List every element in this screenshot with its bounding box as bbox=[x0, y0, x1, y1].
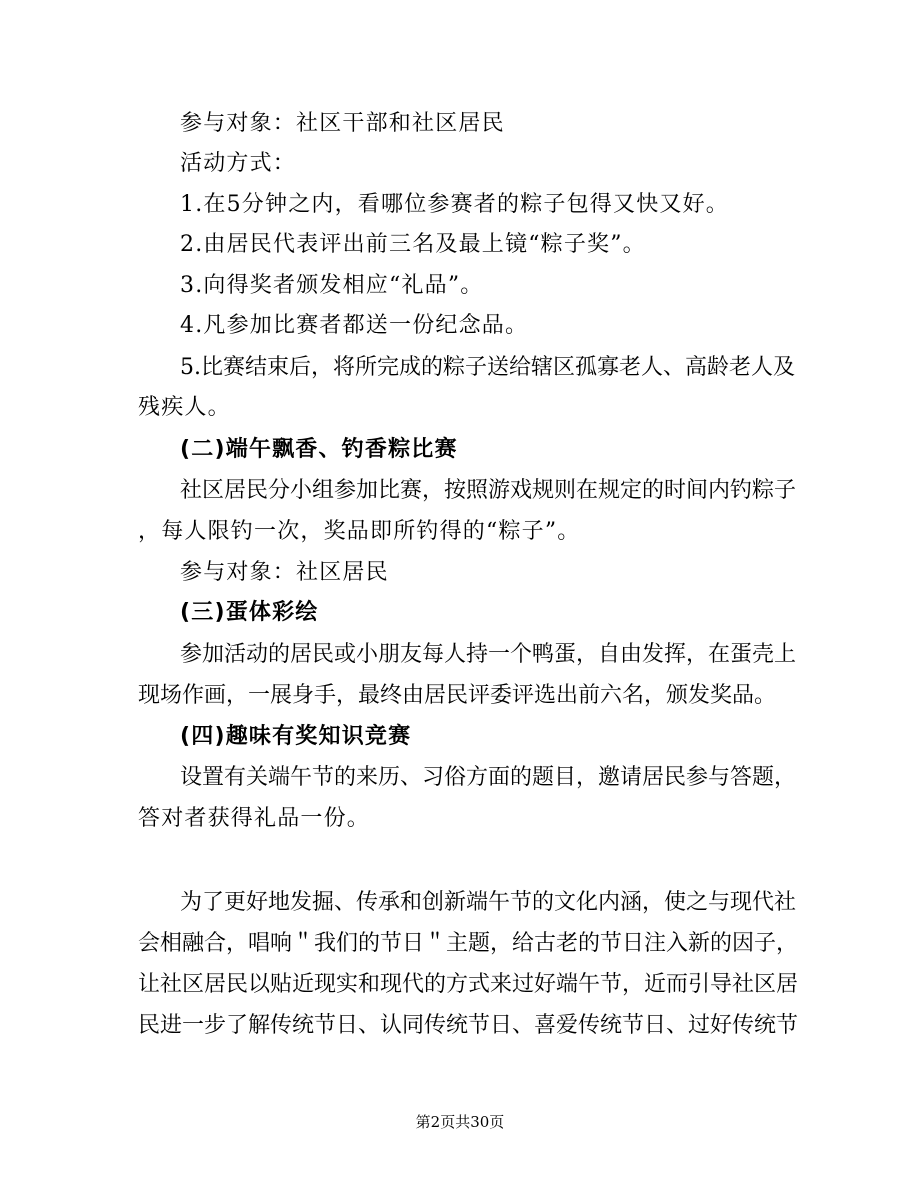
list-item-1: 1.在5分钟之内，看哪位参赛者的粽子包得又快又好。 bbox=[180, 192, 729, 217]
list-item-4: 4.凡参加比赛者都送一份纪念品。 bbox=[180, 313, 529, 338]
paragraph-line: 社区居民分小组参加比赛，按照游戏规则在规定的时间内钓粽子 bbox=[180, 478, 797, 503]
activity-method-label: 活动方式： bbox=[180, 151, 297, 176]
participants-line: 参与对象：社区居民 bbox=[180, 560, 389, 585]
list-item-5: 5.比赛结束后，将所完成的粽子送给辖区孤寡老人、高龄老人及 bbox=[180, 355, 795, 380]
page-number: 第2页共30页 bbox=[415, 1113, 505, 1131]
list-item-3: 3.向得奖者颁发相应“礼品”。 bbox=[180, 273, 484, 298]
paragraph-line: 设置有关端午节的来历、习俗方面的题目，邀请居民参与答题， bbox=[180, 765, 797, 790]
list-item-2: 2.由居民代表评出前三名及最上镜“粽子奖”。 bbox=[180, 232, 646, 257]
section-heading-4: (四)趣味有奖知识竞赛 bbox=[180, 724, 412, 749]
paragraph-line: 民进一步了解传统节日、认同传统节日、喜爱传统节日、过好传统节 bbox=[138, 1013, 799, 1038]
list-item-5-cont: 残疾人。 bbox=[138, 395, 231, 420]
paragraph-line: ，每人限钓一次，奖品即所钓得的“粽子”。 bbox=[138, 519, 581, 544]
paragraph-line: 答对者获得礼品一份。 bbox=[138, 806, 371, 831]
participants-line: 参与对象：社区干部和社区居民 bbox=[180, 111, 505, 136]
paragraph-line: 让社区居民以贴近现实和现代的方式来过好端午节，近而引导社区居 bbox=[138, 972, 799, 997]
section-heading-3: (三)蛋体彩绘 bbox=[180, 600, 319, 625]
paragraph-line: 参加活动的居民或小朋友每人持一个鸭蛋，自由发挥，在蛋壳上 bbox=[180, 642, 797, 667]
paragraph-line: 现场作画，一展身手，最终由居民评委评选出前六名，颁发奖品。 bbox=[138, 683, 777, 708]
section-heading-2: (二)端午飘香、钓香粽比赛 bbox=[180, 437, 458, 462]
paragraph-line: 会相融合，唱响＂我们的节日＂主题，给古老的节日注入新的因子， bbox=[138, 931, 799, 956]
paragraph-line: 为了更好地发掘、传承和创新端午节的文化内涵，使之与现代社 bbox=[180, 890, 797, 915]
